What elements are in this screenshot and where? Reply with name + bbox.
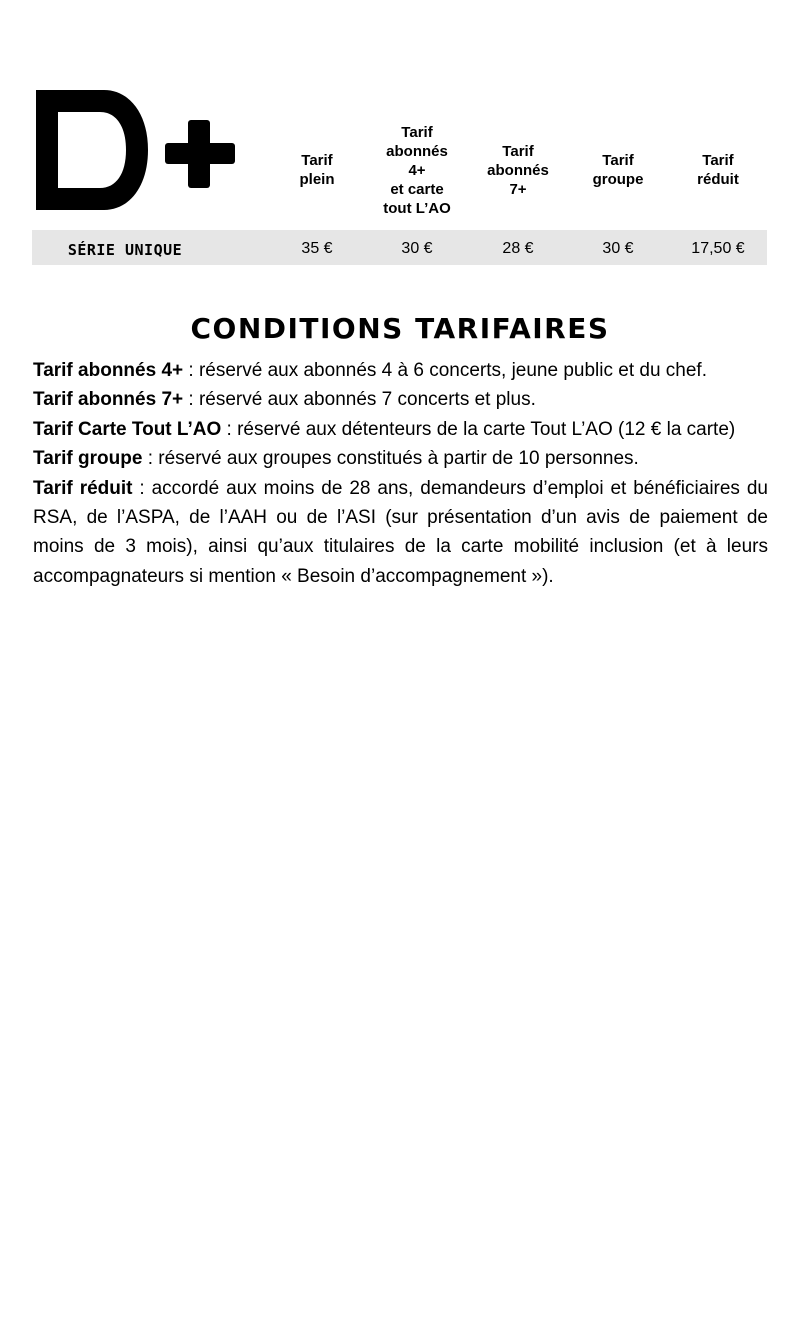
condition-item — [33, 474, 768, 592]
condition-term: Tarif groupe — [33, 448, 143, 470]
condition-text: : réservé aux abonnés 4 à 6 concerts, jeune public et du chef. — [183, 360, 707, 381]
condition-term: Tarif abonnés 7+ — [33, 389, 184, 411]
price-tarif-abonnes-7: 28 € — [502, 240, 534, 257]
condition-term: Tarif abonnés 4+ — [33, 360, 184, 381]
price-tarif-groupe: 30 € — [602, 240, 634, 257]
header-tarif-plein: Tarif plein — [299, 152, 335, 188]
condition-text: : réservé aux détenteurs de la carte Tout L’AO (12 € la carte) — [221, 418, 736, 440]
price-tarif-abonnes-4: 30 € — [401, 240, 433, 257]
header-tarif-abonnes-4: Tarif abonnés 4+ et carte tout L’AO — [383, 123, 451, 217]
header-tarif-reduit: Tarif réduit — [697, 152, 739, 188]
condition-text: : réservé aux abonnés 7 concerts et plus. — [183, 389, 536, 411]
condition-item — [33, 444, 768, 473]
price-tarif-reduit: 17,50 € — [691, 240, 745, 257]
condition-text: : réservé aux groupes constitués à partir de 10 personnes. — [142, 448, 639, 470]
conditions-title: CONDITIONS TARIFAIRES — [190, 312, 610, 345]
condition-item — [33, 415, 768, 444]
condition-term: Tarif Carte Tout L’AO — [33, 418, 222, 440]
conditions-list — [33, 356, 768, 591]
tariff-headers — [0, 120, 800, 220]
condition-item — [33, 356, 768, 385]
price-row — [32, 230, 767, 265]
condition-item — [33, 385, 768, 414]
row-label: SÉRIE UNIQUE — [67, 241, 183, 259]
condition-text: : accordé aux moins de 28 ans, demandeurs d’emploi et bénéficiaires du RSA, de l’ASPA, de l’AAH ou de l’ASI (sur présentation d’un avis de paiement de moins de 3 mois), ainsi qu’aux titulaires de la carte mobilité inclusion (et à leurs accompagnateurs si mention « Besoin d’accompagnement »). — [33, 477, 768, 587]
price-tarif-plein: 35 € — [301, 240, 333, 257]
header-tarif-abonnes-7: Tarif abonnés 7+ — [487, 142, 549, 198]
condition-term: Tarif réduit — [33, 477, 133, 499]
header-tarif-groupe: Tarif groupe — [592, 152, 644, 188]
